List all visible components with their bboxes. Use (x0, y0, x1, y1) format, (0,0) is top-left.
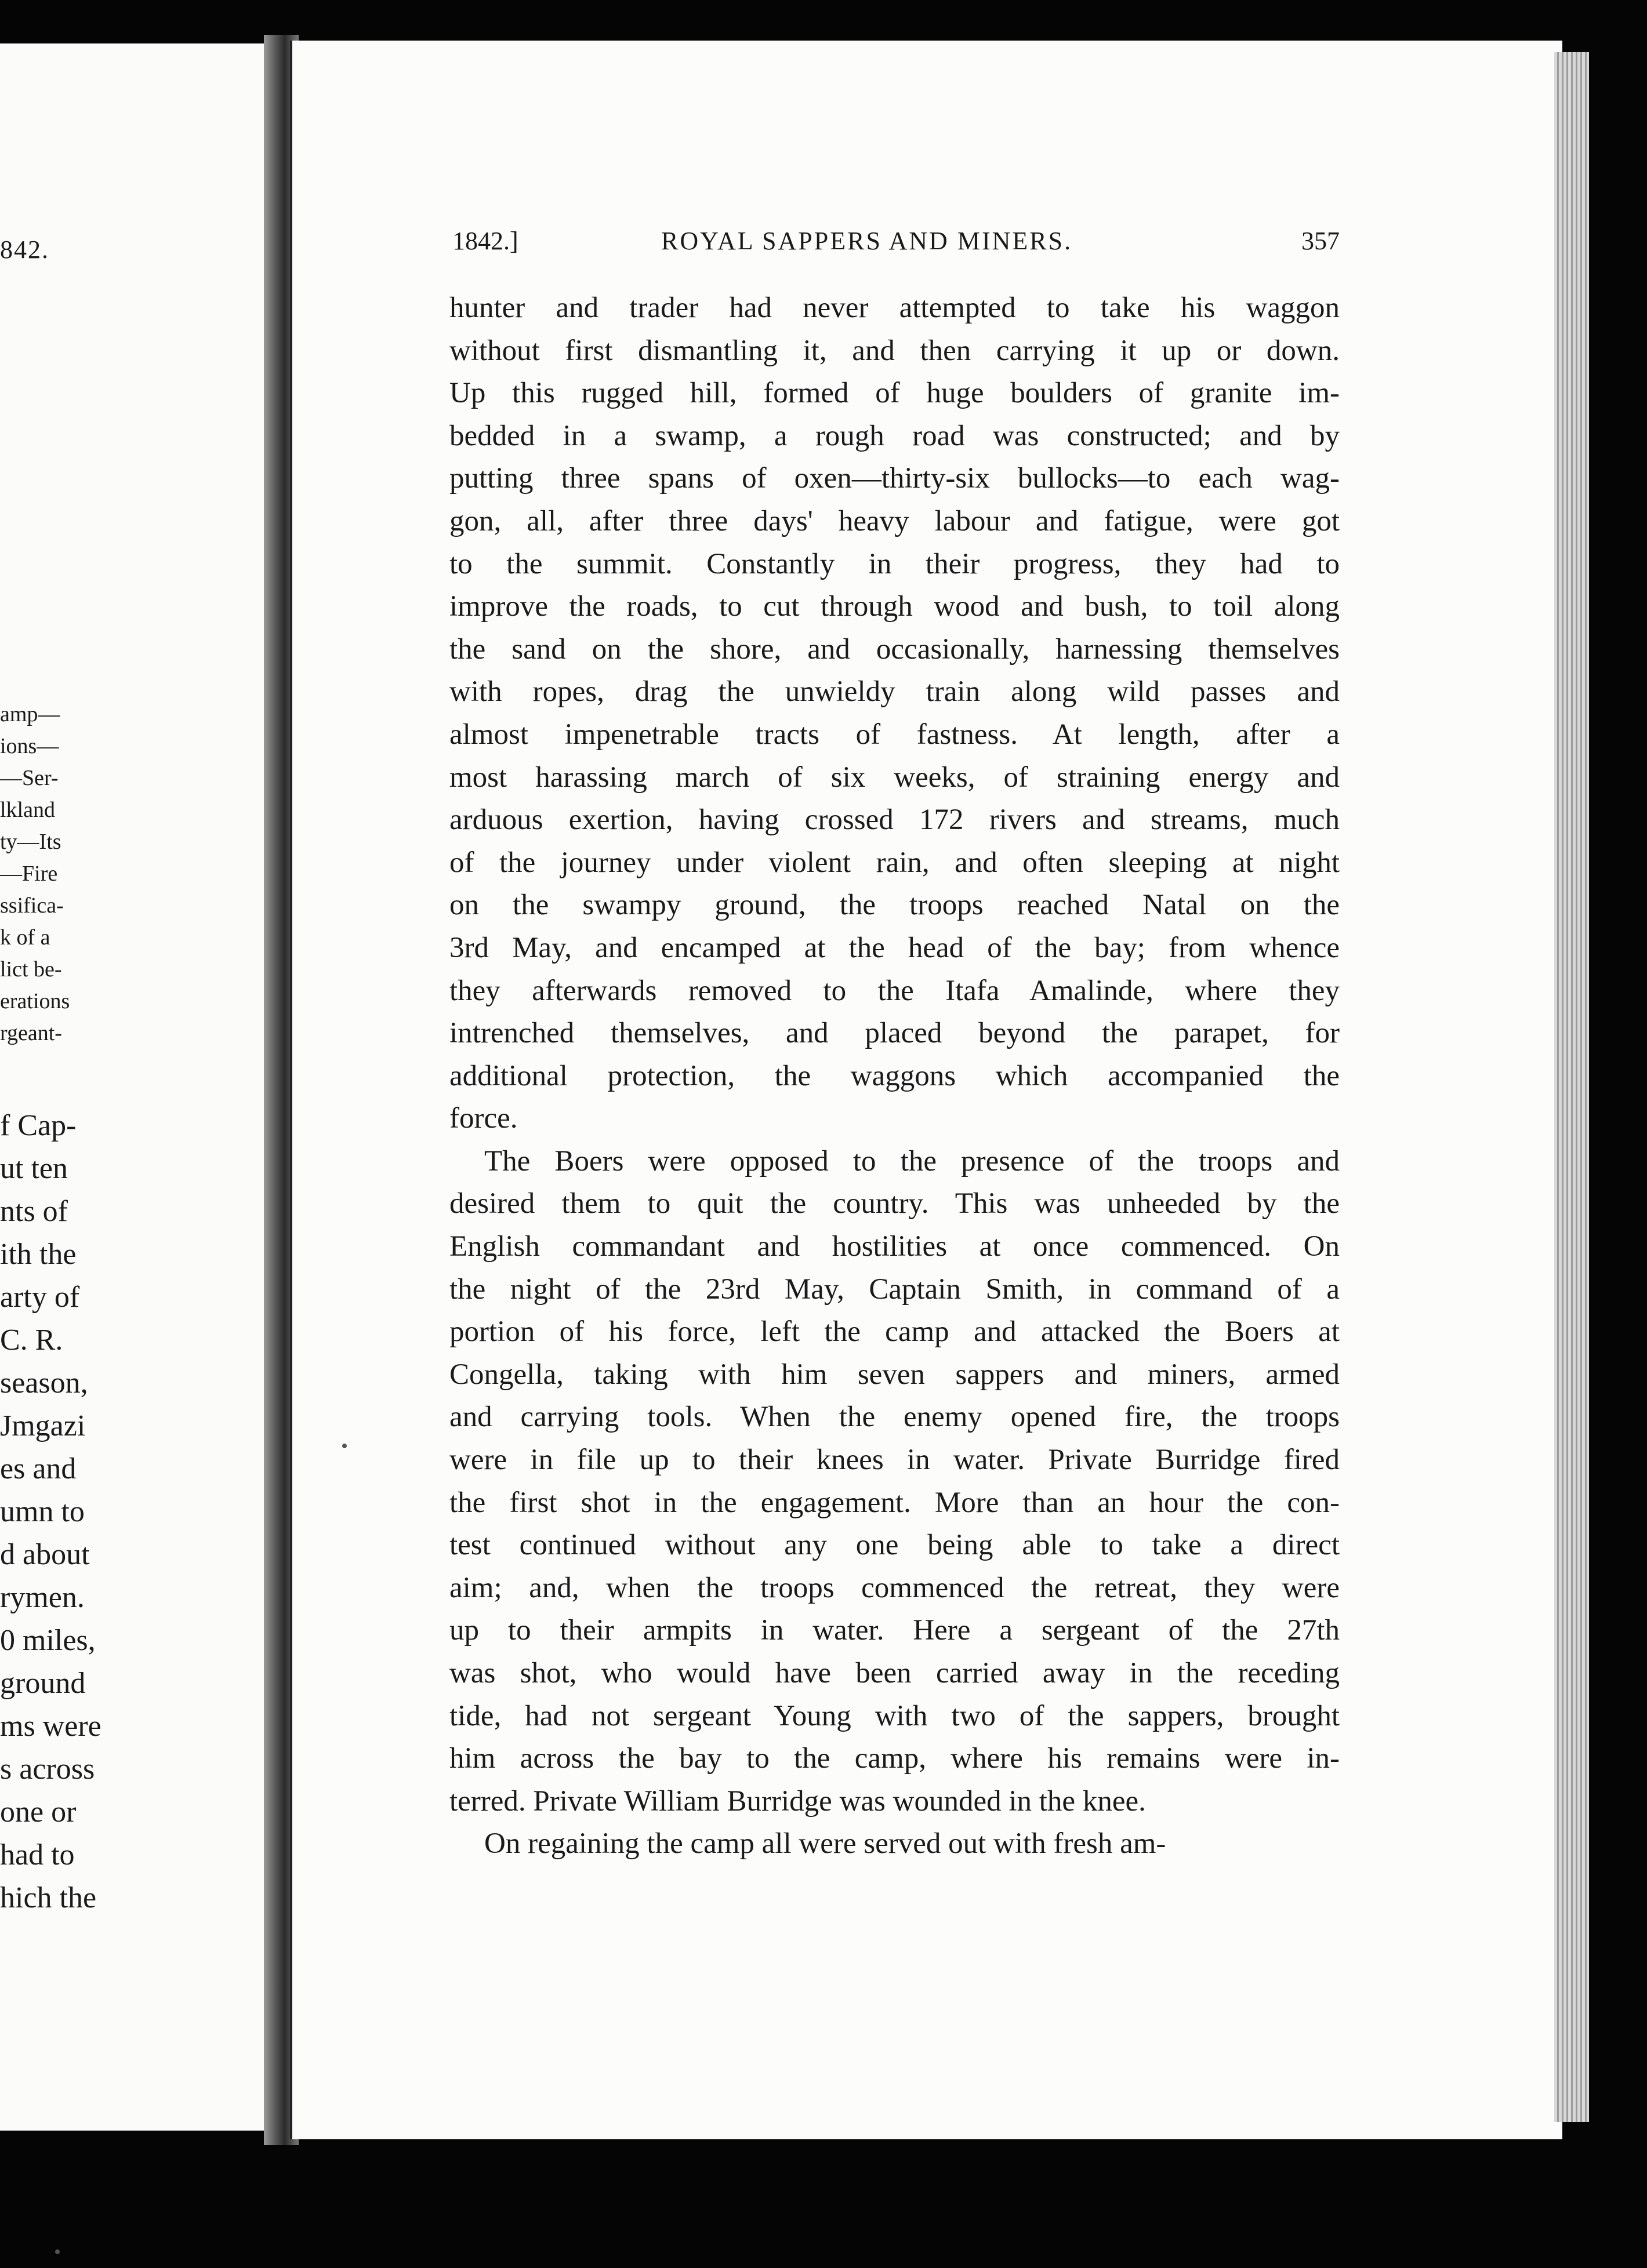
text-line: intrenched themselves, and placed beyond the parapet, for (449, 1017, 1340, 1050)
text-line: was shot, who would have been carried away in the receding (449, 1657, 1340, 1689)
previous-page-text-line: Jmgazi (0, 1409, 86, 1442)
text-line: they afterwards removed to the Itafa Amalinde, where they (449, 974, 1340, 1007)
previous-page-text-line: arty of (0, 1281, 80, 1314)
text-line: were in file up to their knees in water. Private Burridge fired (449, 1444, 1340, 1477)
previous-page-text-line: ith the (0, 1238, 77, 1271)
text-line: improve the roads, to cut through wood and bush, to toil along (449, 590, 1340, 623)
text-line: the sand on the shore, and occasionally, harnessing themselves (449, 633, 1340, 666)
text-line: 3rd May, and encamped at the head of the bay; from whence (449, 931, 1340, 964)
text-line: hunter and trader had never attempted to take his waggon (449, 292, 1340, 324)
page-number: 357 (1301, 227, 1340, 255)
paper-speck (55, 2249, 60, 2254)
previous-page-text-line: had to (0, 1838, 75, 1871)
previous-page-text-line: 0 miles, (0, 1624, 96, 1657)
previous-page-text-line: es and (0, 1452, 77, 1485)
text-line: English commandant and hostilities at once commenced. On (449, 1230, 1340, 1263)
previous-page-summary-line: ty—Its (0, 830, 61, 854)
previous-page-text-line: nts of (0, 1195, 68, 1228)
text-line: gon, all, after three days' heavy labour and fatigue, were got (449, 504, 1340, 537)
text-line: aim; and, when the troops commenced the retreat, they were (449, 1571, 1340, 1604)
text-line: the first shot in the engagement. More than an hour the con- (449, 1486, 1340, 1519)
previous-page-text-line: hich the (0, 1881, 97, 1914)
text-line: on the swampy ground, the troops reached Natal on the (449, 889, 1340, 922)
text-line: additional protection, the waggons which accompanied the (449, 1059, 1340, 1092)
previous-page-text-line: C. R. (0, 1324, 63, 1357)
previous-page-text-line: ground (0, 1667, 86, 1700)
text-line: to the summit. Constantly in their progress, they had to (449, 547, 1340, 580)
previous-page-text-line: one or (0, 1796, 77, 1829)
previous-page-text-line: f Cap- (0, 1109, 77, 1142)
previous-page-text-line: d about (0, 1538, 90, 1571)
text-line: and carrying tools. When the enemy opened fire, the troops (449, 1401, 1340, 1434)
running-head (452, 226, 1340, 261)
previous-page-summary-line: rgeant- (0, 1021, 62, 1045)
text-line: up to their armpits in water. Here a sergeant of the 27th (449, 1614, 1340, 1647)
page-edges (1554, 52, 1589, 2122)
text-line: terred. Private William Burridge was wounded in the knee. (449, 1784, 1146, 1818)
text-line: of the journey under violent rain, and often sleeping at night (449, 846, 1340, 879)
previous-page-text-line: rymen. (0, 1581, 85, 1614)
previous-page-summary-line: lict be- (0, 957, 62, 982)
previous-page-summary-line: ions— (0, 734, 59, 758)
text-line: arduous exertion, having crossed 172 rivers and streams, much (449, 804, 1340, 837)
text-line: putting three spans of oxen—thirty-six bullocks—to each wag- (449, 462, 1340, 495)
text-line: him across the bay to the camp, where his remains were in- (449, 1742, 1340, 1775)
previous-page-summary-line: k of a (0, 925, 50, 950)
text-line: On regaining the camp all were served out with fresh am- (484, 1827, 1166, 1860)
previous-page-summary-line: —Fire (0, 862, 58, 886)
previous-page-summary-line: amp— (0, 702, 60, 726)
previous-page-summary-line: ssifica- (0, 893, 64, 918)
text-line: without first dismantling it, and then carrying it up or down. (449, 334, 1340, 367)
text-line: desired them to quit the country. This was unheeded by the (449, 1187, 1340, 1220)
text-line: most harassing march of six weeks, of straining energy and (449, 761, 1340, 794)
text-line: bedded in a swamp, a rough road was constructed; and by (449, 419, 1340, 452)
text-line: almost impenetrable tracts of fastness. At length, after a (449, 718, 1340, 751)
paper-speck (342, 1444, 347, 1448)
previous-page-body-fragment (0, 1104, 101, 1920)
previous-page-folio: 842. (0, 235, 49, 264)
text-line: Congella, taking with him seven sappers and miners, armed (449, 1358, 1340, 1391)
previous-page-summary-line: —Ser- (0, 766, 59, 790)
text-line: the night of the 23rd May, Captain Smith, in command of a (449, 1273, 1340, 1306)
running-head-year: 1842.] (452, 227, 518, 255)
text-line: test continued without any one being able to take a direct (449, 1529, 1340, 1562)
running-head-title: ROYAL SAPPERS AND MINERS. (661, 227, 1073, 255)
previous-page (0, 43, 273, 2131)
text-line: The Boers were opposed to the presence of the troops and (484, 1144, 1340, 1177)
previous-page-text-line: season, (0, 1366, 88, 1400)
text-line: portion of his force, left the camp and attacked the Boers at (449, 1315, 1340, 1349)
body-text (449, 287, 1340, 1866)
text-line: with ropes, drag the unwieldy train along wild passes and (449, 675, 1340, 708)
previous-page-summary-line: lkland (0, 798, 55, 822)
text-line: tide, had not sergeant Young with two of the sappers, brought (449, 1699, 1340, 1732)
previous-page-text-line: s across (0, 1753, 95, 1786)
previous-page-summary-line: erations (0, 989, 70, 1013)
previous-page-chapter-summary (0, 699, 70, 1049)
previous-page-text-line: umn to (0, 1495, 85, 1528)
previous-page-text-line: ms were (0, 1710, 101, 1743)
text-line: Up this rugged hill, formed of huge boulders of granite im- (449, 377, 1340, 410)
text-line: force. (449, 1102, 518, 1135)
previous-page-text-line: ut ten (0, 1152, 68, 1185)
